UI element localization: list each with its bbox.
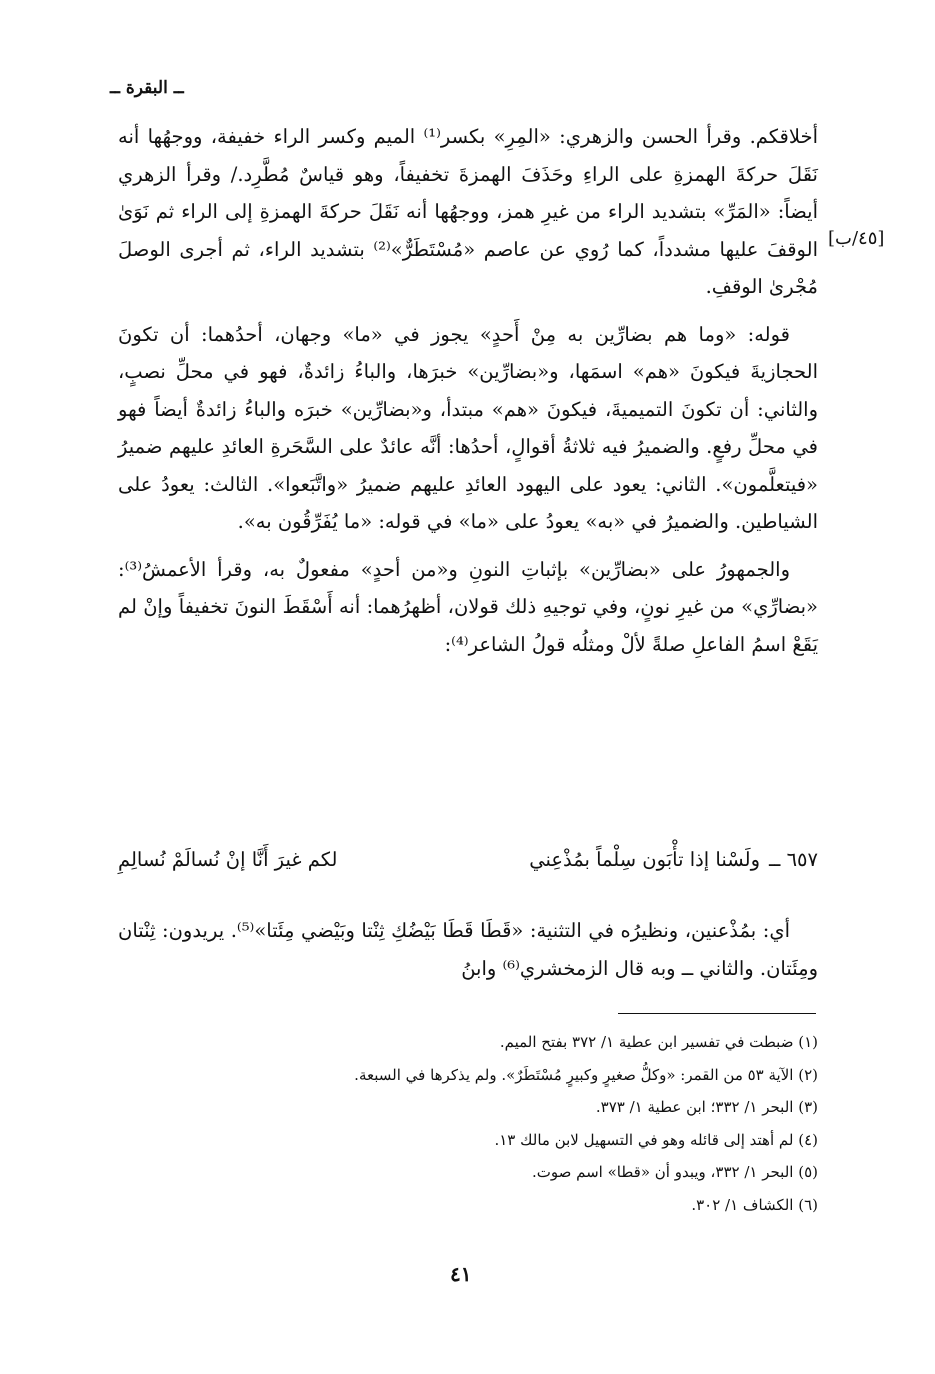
footnote: (٣) البحر ١/ ٣٣٢؛ ابن عطية ١/ ٣٧٣. [595, 1098, 818, 1116]
margin-folio-note: [٤٥/ب] [828, 228, 885, 249]
footnote: (٢) الآية ٥٣ من القمر: «وكلُّ صغيرٍ وكبيرٍ مُسْتَطَرٌ». ولم يذكرها في السبعة. [354, 1065, 818, 1084]
verse-hemistich-second: لكم غيرَ أَنَّا إنْ نُسالَمْ نُسالِمِ [118, 848, 338, 871]
main-text-continued [118, 912, 818, 987]
footnote: (١) ضبطت في تفسير ابن عطية ١/ ٣٧٢ بفتح الميم. [499, 1033, 818, 1051]
paragraph: قوله: «وما هم بضارِّين به مِنْ أَحدٍ» يجوز في «ما» وجهان، أحدُهما: أن تكونَ الحجازيةَ فيكونَ «هم» اسمَها، و«بضارِّين» خبرَها، والباءُ زائدةٌ، فهو في محلِّ نصبٍ، والثاني: أن تكونَ التميميةَ، فيكونَ «هم» مبتدأ، و«بضارِّين» خبرَه والباءُ زائدةٌ أيضاً فهو في محلِّ رفعٍ. والضميرُ فيه ثلاثةُ أقوالٍ، أحدُها: أنَّه عائدٌ على السَّحَرةِ العائدِ عليهم ضميرُ «فيتعلَّمون». الثاني: يعود على اليهود العائدِ عليهم ضميرُ «واتَّبَعوا». الثالث: يعودُ على الشياطين. والضميرُ في «به» يعودُ على «ما» في قوله: «ما يُفَرِّقُون به». [118, 322, 818, 533]
main-text [118, 118, 818, 663]
poetry-verse [118, 848, 818, 888]
footnote: (٤) لم أهتد إلى قائله وهو في التسهيل لابن مالك ١٣. [494, 1130, 818, 1149]
paragraph: أخلاقكم. وقرأ الحسن والزهري: «المِرِ» بكسر⁽¹⁾ الميم وكسر الراء خفيفة، ووجهُها أنه نَقَلَ حركةَ الهمزةِ على الراءِ وحَذَفَ الهمزةَ تخفيفاً، وهو قياسٌ مُطَّرِد./ وقرأ الزهري أيضاً: «المَرِّ» بتشديد الراء من غيرِ همز، ووجهُها أنه نَقَلَ حركةَ الهمزةِ إلى الراء ثم نَوَىٰ الوقفَ عليها مشدداً، كما رُوي عن عاصم «مُسْتَطَرٌّ»⁽²⁾ بتشديد الراء، ثم أجرى الوصلَ مُجْرىٰ الوقفِ. [118, 125, 818, 298]
verse-number: ٦٥٧ ــ [768, 848, 818, 871]
verse-hemistich-first: ولَسْنا إذا تأْبَون سِلْماً بمُذْعِني [529, 848, 760, 871]
footnote: (٦) الكشاف ١/ ٣٠٢. [691, 1195, 818, 1214]
footnotes [200, 1026, 818, 1221]
footnote-separator [618, 1013, 816, 1014]
running-head: ــ البقرة ــ [110, 78, 184, 98]
footnote: (٥) البحر ١/ ٣٣٢، ويبدو أن «قطا» اسم صوت. [531, 1163, 818, 1181]
paragraph: أي: بمُذْعنين، ونظيرُه في التثنية: «قَطَا قَطَا بَيْضُكِ ثِنْتا وبَيْضي مِئَتا»⁽⁵⁾. يريدون: ثِنْتان ومِئَتان. والثاني ــ وبه قال الزمخشري⁽⁶⁾ وابنُ [118, 919, 818, 980]
page-number: ٤١ [450, 1262, 472, 1286]
paragraph: والجمهورُ على «بضارِّين» بإثباتِ النونِ و«من أحدٍ» مفعولٌ به، وقرأ الأعمشُ⁽³⁾: «بضارِّي» من غيرِ نونٍ، وفي توجيهِ ذلك قولان، أظهرُهما: أنه أَسْقَطَ النونَ تخفيفاً وإنْ لم يَقَعْ اسمُ الفاعلِ صلةً لألْ ومثلُه قولُ الشاعر⁽⁴⁾: [118, 557, 818, 656]
